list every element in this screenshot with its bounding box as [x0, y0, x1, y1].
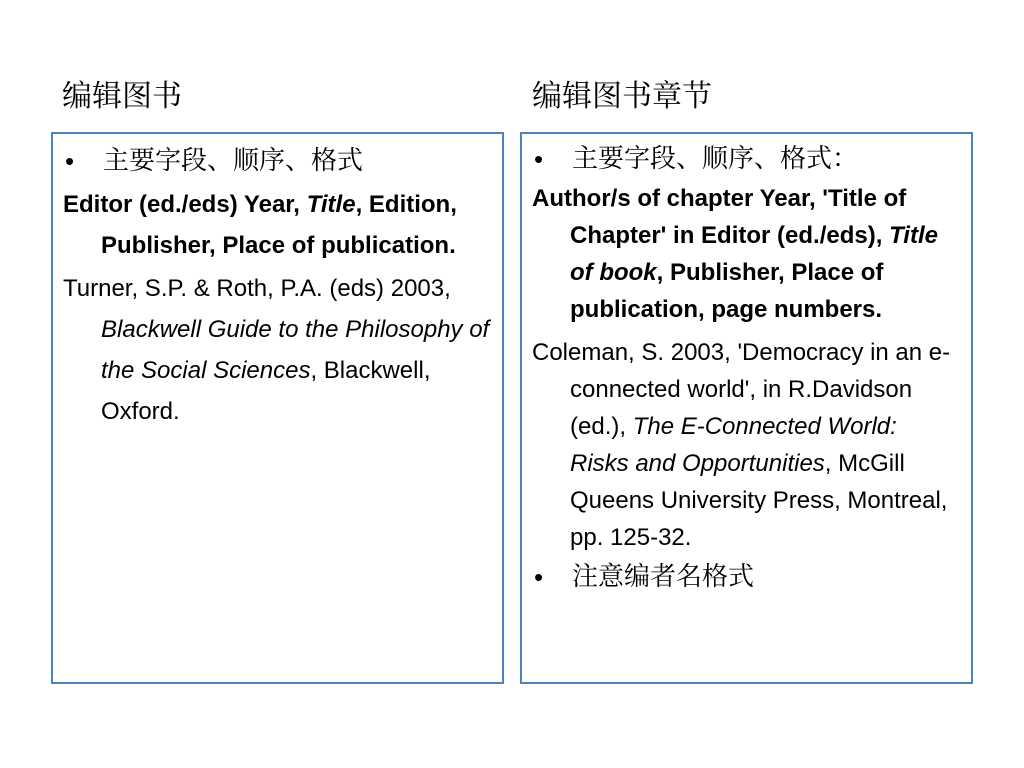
bullet-dot-icon: •: [534, 144, 544, 174]
main-fields-bullet: [63, 144, 494, 178]
bullet-text: 主要字段、顺序、格式: [103, 146, 364, 176]
bullet-text: 主要字段、顺序、格式：: [572, 144, 859, 174]
heading-edited-book-chapter: 编辑图书章节: [532, 79, 712, 114]
bullet-dot-icon: •: [534, 562, 544, 592]
bullet-dot-icon: •: [65, 146, 75, 176]
citation-example: Coleman, S. 2003, 'Democracy in an e-connected world', in R.Davidson (ed.), The E-Connected World: Risks and Opportunities, McGill Queens University Press, Montreal, pp. 125-32.: [532, 339, 951, 551]
edited-book-box: [51, 132, 504, 684]
example-title: The E-Connected World: Risks and Opportunities: [570, 413, 897, 477]
main-fields-bullet: [532, 142, 961, 176]
example-title: Blackwell Guide to the Philosophy of the Social Sciences: [101, 316, 490, 384]
editor-name-format-bullet: [532, 560, 961, 594]
format-title: Title of book: [570, 222, 938, 286]
heading-edited-book: 编辑图书: [62, 79, 182, 114]
citation-example: Turner, S.P. & Roth, P.A. (eds) 2003, Blackwell Guide to the Philosophy of the Social Sciences, Blackwell, Oxford.: [63, 275, 490, 425]
citation-format: Author/s of chapter Year, 'Title of Chapter' in Editor (ed./eds), Title of book, Publisher, Place of publication, page numbers.: [532, 185, 938, 323]
citation-format: Editor (ed./eds) Year, Title, Edition, Publisher, Place of publication.: [63, 191, 457, 259]
edited-book-chapter-box: [520, 132, 973, 684]
format-title: Title: [306, 191, 356, 218]
bullet-text: 注意编者名格式: [572, 562, 755, 592]
